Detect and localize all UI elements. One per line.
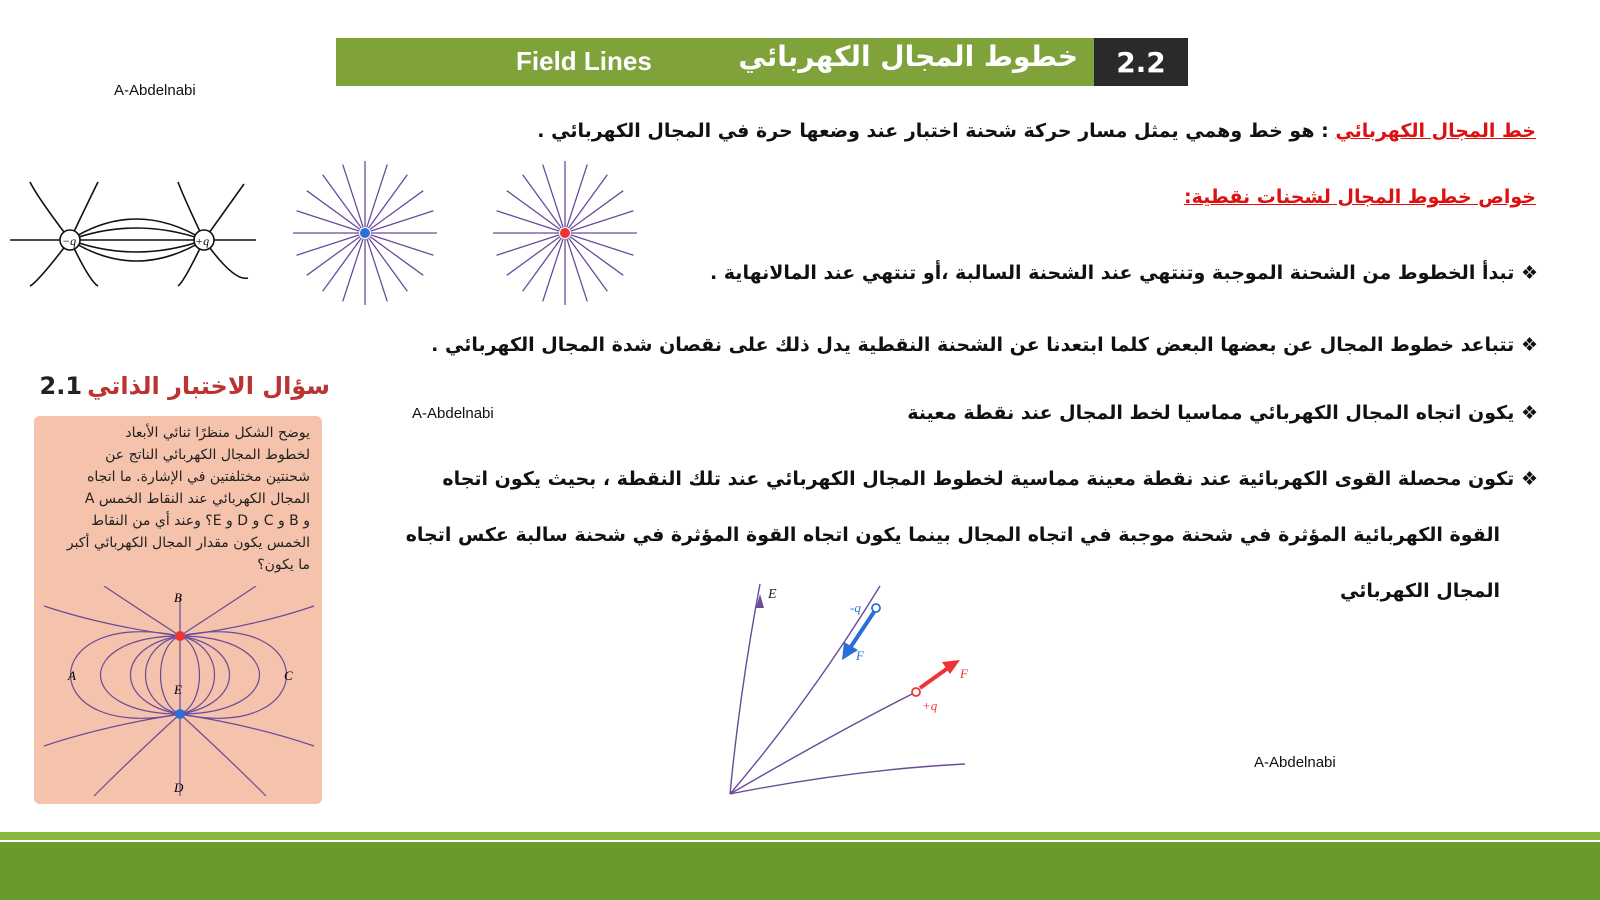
- field-ray: [497, 235, 560, 255]
- field-ray: [497, 211, 560, 231]
- bullet-symbol: ❖: [1520, 334, 1538, 356]
- positive-charge-field: [490, 158, 640, 308]
- quiz-question: [46, 422, 310, 576]
- bullet-symbol: ❖: [1520, 468, 1538, 490]
- field-ray: [570, 191, 623, 230]
- field-ray: [569, 238, 608, 291]
- force-label: F: [960, 666, 968, 681]
- definition-line: [537, 120, 1536, 142]
- field-ray: [567, 165, 587, 228]
- section-header: [336, 38, 1188, 86]
- field-ray: [367, 239, 387, 302]
- negative-charge-field: [290, 158, 440, 308]
- quiz-header: [40, 372, 330, 400]
- quiz-box: [34, 416, 322, 804]
- bullet-text: تكون محصلة القوى الكهربائية عند نقطة معينة مماسية لخطوط المجال الكهربائي عند تلك النقطة ، بحيث يكون اتجاه: [442, 468, 1515, 490]
- bullet-item: [431, 334, 1538, 356]
- quiz-negative-charge: [175, 709, 185, 719]
- field-ray: [307, 237, 360, 276]
- field-ray: [297, 211, 360, 231]
- force-diagram: [720, 580, 980, 800]
- negative-point-charge: [360, 228, 370, 238]
- field-ray: [523, 238, 562, 291]
- field-ray: [571, 211, 634, 231]
- point-label: D: [174, 780, 184, 795]
- section-number: 2.2: [1094, 38, 1188, 86]
- definition-text: : هو خط وهمي يمثل مسار حركة شحنة اختبار عند وضعها حرة في المجال الكهربائي .: [537, 120, 1336, 142]
- point-label: A: [68, 668, 76, 683]
- quiz-line: ما يكون؟: [257, 557, 310, 573]
- field-ray: [307, 191, 360, 230]
- neg-test-charge: [872, 604, 880, 612]
- field-curve: [730, 764, 965, 794]
- field-ray: [343, 165, 363, 228]
- force-label: F: [856, 648, 864, 663]
- point-label: C: [284, 668, 293, 683]
- quiz-line: و B و C و D و E؟ وعند أي من النقاط: [91, 513, 310, 529]
- properties-heading: خواص خطوط المجال لشحنات نقطية:: [1183, 186, 1536, 208]
- positive-point-charge: [560, 228, 570, 238]
- bullet-item: [710, 262, 1538, 284]
- field-ray: [370, 191, 423, 230]
- quiz-line: لخطوط المجال الكهربائي الناتج عن: [105, 447, 310, 463]
- field-arc: [70, 219, 204, 240]
- field-ray: [543, 165, 563, 228]
- neg-charge-label: -q: [850, 600, 861, 615]
- watermark: A-Abdelnabi: [114, 82, 196, 99]
- footer-strip: [0, 832, 1600, 840]
- bullet-text: تتباعد خطوط المجال عن بعضها البعض كلما ابتعدنا عن الشحنة النقطية يدل ذلك على نقصان شدة المجال الكهربائي .: [431, 334, 1515, 356]
- point-label: B: [174, 590, 182, 605]
- field-ray: [571, 235, 634, 255]
- field-ray: [371, 211, 434, 231]
- field-ray: [371, 235, 434, 255]
- bullet-continuation: القوة الكهربائية المؤثرة في شحنة موجبة في اتجاه المجال بينما يكون اتجاه القوة المؤثرة في شحنة سالبة عكس اتجاه: [405, 524, 1500, 546]
- point-label: E: [174, 682, 182, 697]
- quiz-line: يوضح الشكل منظرًا ثنائي الأبعاد: [125, 425, 310, 441]
- field-ray: [323, 238, 362, 291]
- field-ray: [369, 175, 408, 228]
- pos-charge-label: +q: [922, 698, 938, 713]
- field-ray: [343, 239, 363, 302]
- bullet-symbol: ❖: [1520, 402, 1538, 424]
- field-label: E: [768, 587, 777, 602]
- watermark: A-Abdelnabi: [1254, 754, 1336, 771]
- field-ray: [367, 165, 387, 228]
- bullet-continuation: المجال الكهربائي: [1340, 580, 1500, 602]
- field-ray: [507, 237, 560, 276]
- section-title-en: Field Lines: [516, 46, 652, 76]
- field-ray: [323, 175, 362, 228]
- field-ray: [567, 239, 587, 302]
- field-ray: [370, 237, 423, 276]
- field-ray: [523, 175, 562, 228]
- watermark: A-Abdelnabi: [412, 405, 494, 422]
- pos-label: +q: [195, 234, 210, 248]
- quiz-title: سؤال الاختبار الذاتي: [87, 372, 330, 400]
- field-curve: [730, 586, 880, 794]
- section-title-ar: خطوط المجال الكهربائي: [738, 40, 1078, 73]
- bullet-item: [907, 402, 1538, 424]
- bullet-symbol: ❖: [1520, 262, 1538, 284]
- bullet-text: تبدأ الخطوط من الشحنة الموجبة وتنتهي عند الشحنة السالبة ،أو تنتهي عند المالانهاية .: [709, 262, 1515, 284]
- field-ray: [297, 235, 360, 255]
- quiz-number: 2.1: [39, 372, 83, 400]
- field-arc: [70, 240, 204, 261]
- quiz-dipole-diagram: [34, 586, 322, 800]
- quiz-line: الخمس يكون مقدار المجال الكهربائي أكبر: [66, 535, 310, 551]
- pos-test-charge: [912, 688, 920, 696]
- field-ray: [570, 237, 623, 276]
- bullet-item: [442, 468, 1538, 490]
- quiz-positive-charge: [175, 631, 185, 641]
- bullet-text: يكون اتجاه المجال الكهربائي مماسيا لخط المجال عند نقطة معينة: [907, 402, 1515, 424]
- quiz-line: شحنتين مختلفتين في الإشارة. ما اتجاه: [87, 469, 310, 485]
- neg-label: −q: [62, 234, 77, 248]
- field-ray: [569, 175, 608, 228]
- field-ray: [369, 238, 408, 291]
- definition-term: خط المجال الكهربائي: [1335, 120, 1536, 142]
- quiz-line: المجال الكهربائي عند النقاط الخمس A: [84, 491, 310, 507]
- field-ray: [543, 239, 563, 302]
- footer-bar: [0, 842, 1600, 900]
- field-ray: [507, 191, 560, 230]
- dipole-sketch: [8, 178, 258, 288]
